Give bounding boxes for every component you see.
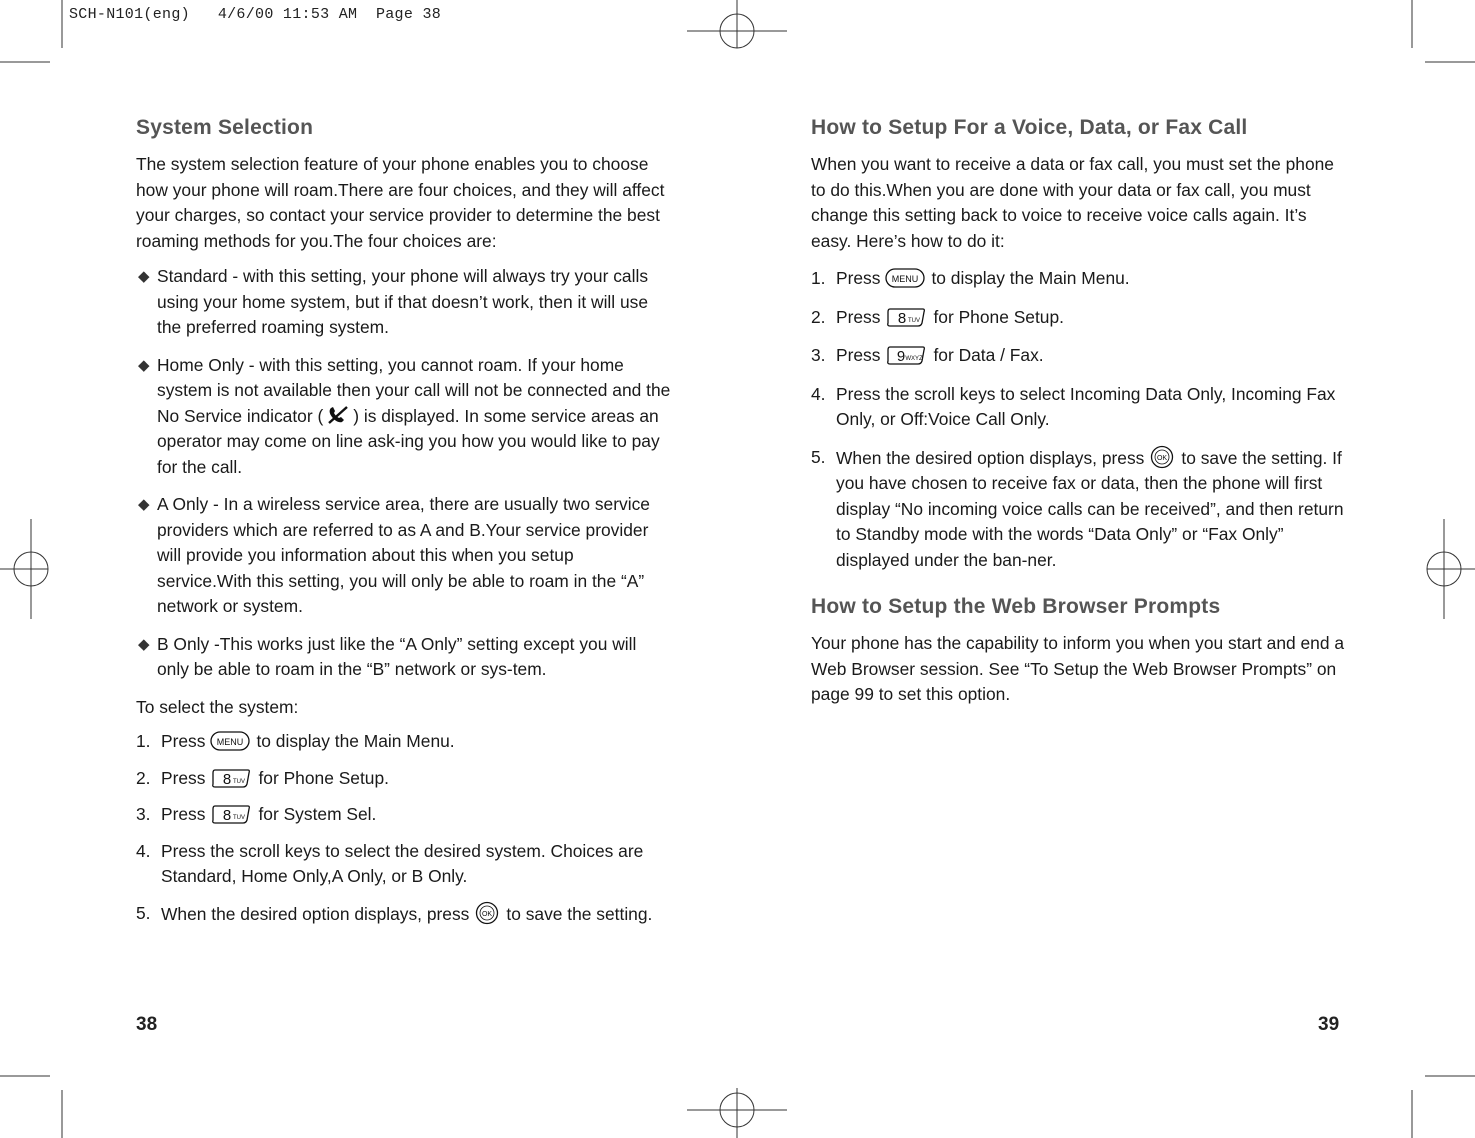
- bullet-b-only: ◆ B Only -This works just like the “A Only” setting except you will only be able to roam in the “B” network or sys-tem.: [138, 633, 637, 679]
- left-step-5: 5. When the desired option displays, press OK to save the setting.: [136, 902, 653, 924]
- no-service-icon: [325, 404, 351, 426]
- ok-key-icon: [474, 901, 500, 925]
- diamond-bullet-icon: ◆: [138, 635, 150, 653]
- svg-text:8: 8: [898, 309, 907, 327]
- left-step-2: 2. Press 8 TUV for Phone Setup.: [136, 767, 389, 788]
- svg-text:MENU: MENU: [217, 737, 244, 747]
- registration-mark-top: [687, 0, 787, 48]
- svg-text:WXYZ: WXYZ: [905, 356, 924, 362]
- svg-text:OK: OK: [482, 910, 493, 918]
- bullet-home-only: ◆ Home Only - with this setting, you cannot roam. If your home system is not available then your call will not be connected and the No Service indicator ( ) is displayed. In some service areas an operator may come on line ask-ing you how you would like to pay for the call.: [138, 354, 671, 477]
- diamond-bullet-icon: ◆: [138, 496, 150, 513]
- svg-text:8: 8: [223, 807, 232, 824]
- right-step-4: 4. Press the scroll keys to select Incoming Data Only, Incoming Fax Only, or Off:Voice Call Only.: [811, 383, 1336, 429]
- diamond-bullet-icon: ◆: [138, 268, 150, 285]
- bullet-standard: ◆ Standard - with this setting, your phone will always try your calls using your home system, but if that doesn’t work, then it will use the preferred roaming system.: [138, 266, 649, 337]
- svg-text:9: 9: [897, 348, 906, 365]
- svg-text:TUV: TUV: [233, 815, 246, 821]
- right-page: [811, 116, 1351, 718]
- right-step-2: 2. Press 8 TUV for Phone Setup.: [811, 306, 1064, 327]
- bullet-a-only: ◆ A Only - In a wireless service area, there are usually two service providers which are referred to as A and B.Your service provider will provide you information about this when you setup service.With this setting, you will only be able to roam in the “A” network or system.: [138, 494, 650, 616]
- system-selection-heading: System Selection: [136, 116, 314, 139]
- svg-text:MENU: MENU: [892, 274, 919, 284]
- right-step-3: 3. Press 9 WXYZ for Data / Fax.: [811, 345, 1044, 365]
- system-selection-intro: The system selection feature of your phone enables you to choose how your phone will roam.There are four choices, and they will affect your charges, so contact your service provider to determine the best roaming methods for you.The four choices are:: [136, 154, 665, 251]
- svg-text:TUV: TUV: [908, 317, 921, 324]
- web-browser-prompts-heading: How to Setup the Web Browser Prompts: [811, 595, 1221, 618]
- menu-key-icon: [885, 267, 925, 289]
- key-9-wxyz-icon: [885, 344, 927, 366]
- registration-mark-left: [0, 519, 48, 619]
- right-step-5: 5. When the desired option displays, press OK to save the setting. If you have chosen to receive fax or data, then the phone will first display “No incoming voice calls can be received”, and then return to Standby mode with the words “Data Only” or “Fax Only” displayed under the ban-ner.: [811, 446, 1344, 570]
- key-8-tuv-icon: [885, 306, 927, 328]
- left-step-3: 3. Press 8 TUV for System Sel.: [136, 804, 377, 824]
- registration-mark-bottom: [687, 1088, 787, 1138]
- right-step-1: 1. Press MENU to display the Main Menu.: [811, 268, 1130, 288]
- page-number-left: 38: [136, 1014, 158, 1035]
- key-8-tuv-icon: [210, 767, 252, 789]
- left-step-4: 4. Press the scroll keys to select the desired system. Choices are Standard, Home Only,A Only, or B Only.: [136, 840, 644, 886]
- svg-text:TUV: TUV: [233, 778, 246, 785]
- key-8-tuv-icon: [210, 803, 252, 825]
- voice-data-fax-heading: How to Setup For a Voice, Data, or Fax Call: [811, 116, 1248, 139]
- print-header-stamp: SCH-N101(eng) 4/6/00 11:53 AM Page 38: [69, 6, 442, 23]
- svg-text:OK: OK: [1157, 454, 1168, 462]
- left-step-1: 1. Press MENU to display the Main Menu.: [136, 731, 455, 751]
- select-system-intro: To select the system:: [136, 696, 299, 717]
- web-browser-prompts-text: Your phone has the capability to inform you when you start and end a Web Browser session. See “To Setup the Web Browser Prompts” on page 99 to set this option.: [811, 633, 1345, 704]
- left-page: [136, 116, 672, 927]
- ok-key-icon: [1149, 445, 1175, 469]
- diamond-bullet-icon: ◆: [138, 356, 150, 374]
- svg-text:8: 8: [223, 770, 232, 788]
- registration-mark-right: [1427, 519, 1475, 619]
- page-number-right: 39: [1318, 1014, 1340, 1035]
- menu-key-icon: [210, 730, 250, 752]
- voice-data-fax-intro: When you want to receive a data or fax call, you must set the phone to do this.When you are done with your data or fax call, you must change this setting back to voice to receive voice calls again. It’s easy. Here’s how to do it:: [811, 154, 1334, 251]
